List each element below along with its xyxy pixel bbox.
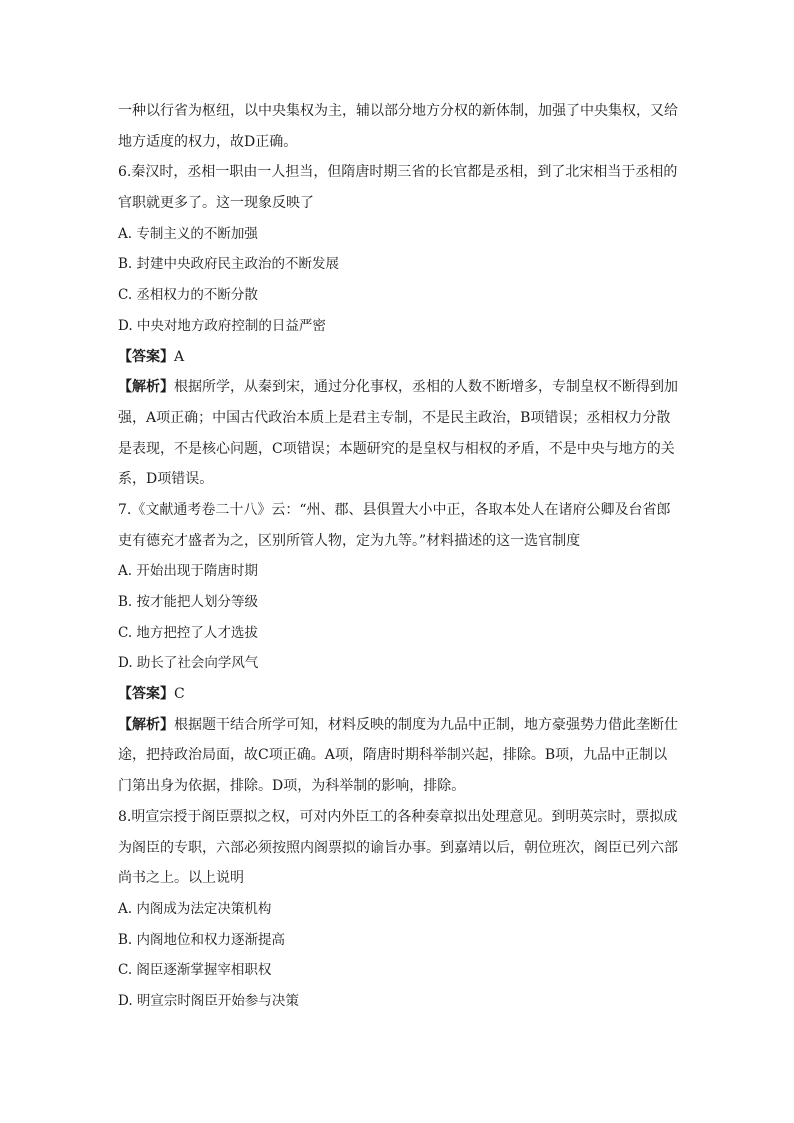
analysis-label: 【解析】 (118, 716, 174, 733)
text-line: 一种以行省为枢纽，以中央集权为主，辅以部分地方分权的新体制，加强了中央集权，又给 (118, 103, 678, 119)
analysis-line: 是表现，不是核心问题，C项错误；本题研究的是皇权与相权的矛盾，不是中央与地方的关 (118, 440, 675, 457)
answer-value: C (174, 686, 185, 703)
option-b: B. 封建中央政府民主政治的不断发展 (118, 256, 340, 273)
answer-label: 【答案】 (118, 686, 174, 703)
analysis-text: 根据题干结合所学可知，材料反映的制度为九品中正制，地方豪强势力借此垄断仕 (174, 716, 678, 733)
question-stem-line: 8.明宣宗授于阁臣票拟之权，可对内外臣工的各种奏章拟出处理意见。到明英宗时，票拟成 (118, 808, 678, 825)
answer-line (118, 342, 678, 373)
answer-value: A (174, 348, 185, 365)
question-stem-line: 7.《文献通考卷二十八》云：“州、郡、县俱置大小中正，各取本处人在诸府公卿及台省郎 (118, 501, 671, 518)
analysis-line: 强，A项正确；中国古代政治本质上是君主专制，不是民主政治，B项错误；丞相权力分散 (118, 409, 671, 426)
question-stem-line: 尚书之上。以上说明 (118, 870, 244, 887)
option-a: A. 内阁成为法定决策机构 (118, 900, 272, 917)
option-b: B. 按才能把人划分等级 (118, 594, 259, 610)
question-stem-line: 为阁臣的专职，六部必须按照内阁票拟的谕旨办事。到嘉靖以后，朝位班次，阁臣已列六部 (118, 839, 678, 856)
answer-line (118, 679, 678, 710)
option-b: B. 内阁地位和权力逐渐提高 (118, 931, 286, 948)
analysis-line: 系，D项错误。 (118, 471, 214, 488)
option-d: D. 中央对地方政府控制的日益严密 (118, 317, 326, 334)
analysis-line (118, 372, 678, 403)
analysis-line: 门第出身为依据，排除。D项，为科举制的影响，排除。 (118, 778, 466, 795)
question-8 (118, 802, 678, 1017)
intro-paragraph (118, 96, 678, 157)
option-c: C. 阁臣逐渐掌握宰相职权 (118, 962, 272, 979)
analysis-line (118, 710, 678, 741)
analysis-line: 途，把持政治局面，故C项正确。A项，隋唐时期科举制兴起，排除。B项，九品中正制以 (118, 747, 668, 764)
question-6 (118, 157, 678, 495)
document-page (118, 96, 678, 1017)
option-c: C. 丞相权力的不断分散 (118, 287, 258, 304)
analysis-label: 【解析】 (118, 379, 174, 396)
option-c: C. 地方把控了人才选拔 (118, 624, 258, 641)
answer-label: 【答案】 (118, 348, 174, 365)
question-stem-line: 官职就更多了。这一现象反映了 (118, 195, 314, 212)
option-a: A. 专制主义的不断加强 (118, 225, 258, 242)
question-stem-line: 6.秦汉时，丞相一职由一人担当，但隋唐时期三省的长官都是丞相，到了北宋相当于丞相的 (118, 164, 678, 181)
option-d: D. 助长了社会向学风气 (118, 655, 259, 672)
option-a: A. 开始出现于隋唐时期 (118, 563, 258, 580)
text-line: 地方适度的权力，故D正确。 (118, 133, 298, 150)
option-d: D. 明宣宗时阁臣开始参与决策 (118, 992, 299, 1009)
question-stem-line: 吏有德充才盛者为之，区别所管人物，定为九等。”材料描述的这一选官制度 (118, 532, 581, 549)
analysis-text: 根据所学，从秦到宋，通过分化事权，丞相的人数不断增多，专制皇权不断得到加 (174, 379, 678, 396)
question-7 (118, 495, 678, 802)
